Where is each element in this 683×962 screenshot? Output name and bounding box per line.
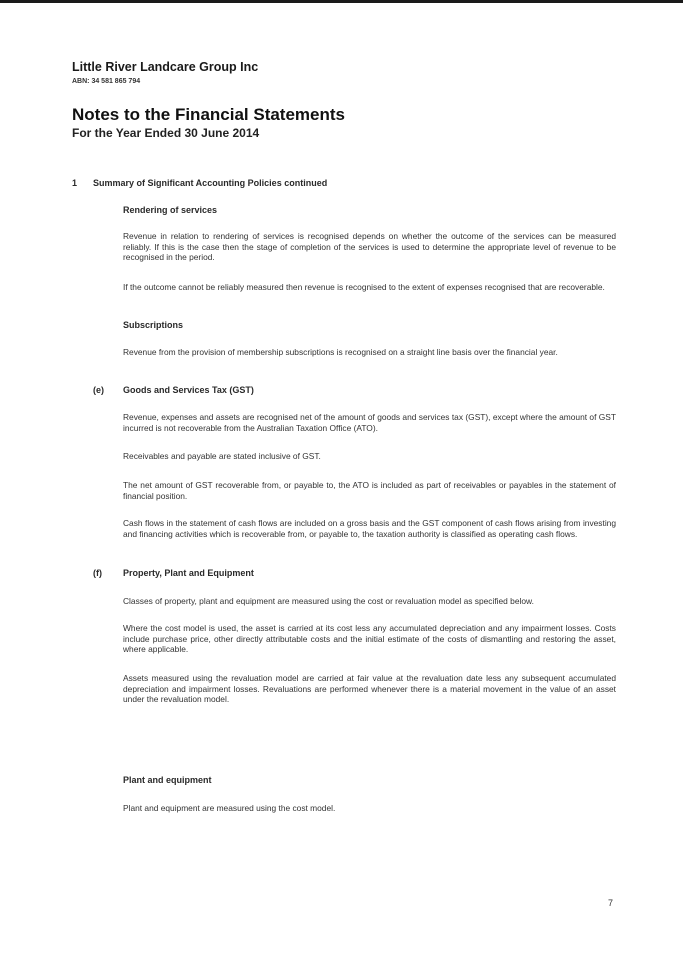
page-number: 7 [608,898,614,908]
organisation-name: Little River Landcare Group Inc [72,60,259,74]
page-title: Notes to the Financial Statements [72,105,345,124]
ppe-paragraph-2: Where the cost model is used, the asset is carried at its cost less any accumulated depreciation and any impairment losses. Costs include purchase price, other directly attributable costs and the initial estimate of the costs of dismantling and restoring the asset, where applicable. [123,623,616,655]
ppe-heading: Property, Plant and Equipment [123,568,254,578]
gst-paragraph-3: The net amount of GST recoverable from, or payable to, the ATO is included as part of receivables or payables in the statement of financial position. [123,480,616,501]
top-border-line [0,0,683,3]
gst-paragraph-2: Receivables and payable are stated inclusive of GST. [123,451,321,461]
plant-equipment-heading: Plant and equipment [123,775,212,785]
subscriptions-heading: Subscriptions [123,320,184,330]
gst-paragraph-4: Cash flows in the statement of cash flows are included on a gross basis and the GST component of cash flows arising from investing and financing activities which is recoverable from, or payable to, the taxation authority is classified as operating cash flows. [123,518,616,539]
plant-equipment-paragraph: Plant and equipment are measured using the cost model. [123,803,336,813]
subscriptions-paragraph: Revenue from the provision of membership subscriptions is recognised on a straight line basis over the financial year. [123,347,558,357]
section-title: Summary of Significant Accounting Policies continued [93,178,328,188]
gst-heading: Goods and Services Tax (GST) [123,385,254,395]
ppe-paragraph-3: Assets measured using the revaluation model are carried at fair value at the revaluation date less any subsequent accumulated depreciation and impairment losses. Revaluations are performed whenever there is a material movement in the value of an asset under the revaluation model. [123,673,616,705]
gst-paragraph-1: Revenue, expenses and assets are recognised net of the amount of goods and services tax (GST), except where the amount of GST incurred is not recoverable from the Australian Taxation Office (ATO). [123,412,616,433]
abn-number: ABN: 34 581 865 794 [72,78,141,85]
section-number: 1 [72,178,78,188]
gst-letter: (e) [93,385,104,395]
ppe-paragraph-1: Classes of property, plant and equipment are measured using the cost or revaluation model as specified below. [123,596,534,606]
rendering-paragraph-1: Revenue in relation to rendering of services is recognised depends on whether the outcome of the services can be measured reliably. If this is the case then the stage of completion of the services is used to determine the appropriate level of revenue to be recognised in the period. [123,231,616,263]
rendering-heading: Rendering of services [123,205,218,215]
rendering-paragraph-2: If the outcome cannot be reliably measured then revenue is recognised to the extent of expenses recognised that are recoverable. [123,282,605,292]
page-subtitle: For the Year Ended 30 June 2014 [72,126,260,140]
ppe-letter: (f) [93,568,102,578]
